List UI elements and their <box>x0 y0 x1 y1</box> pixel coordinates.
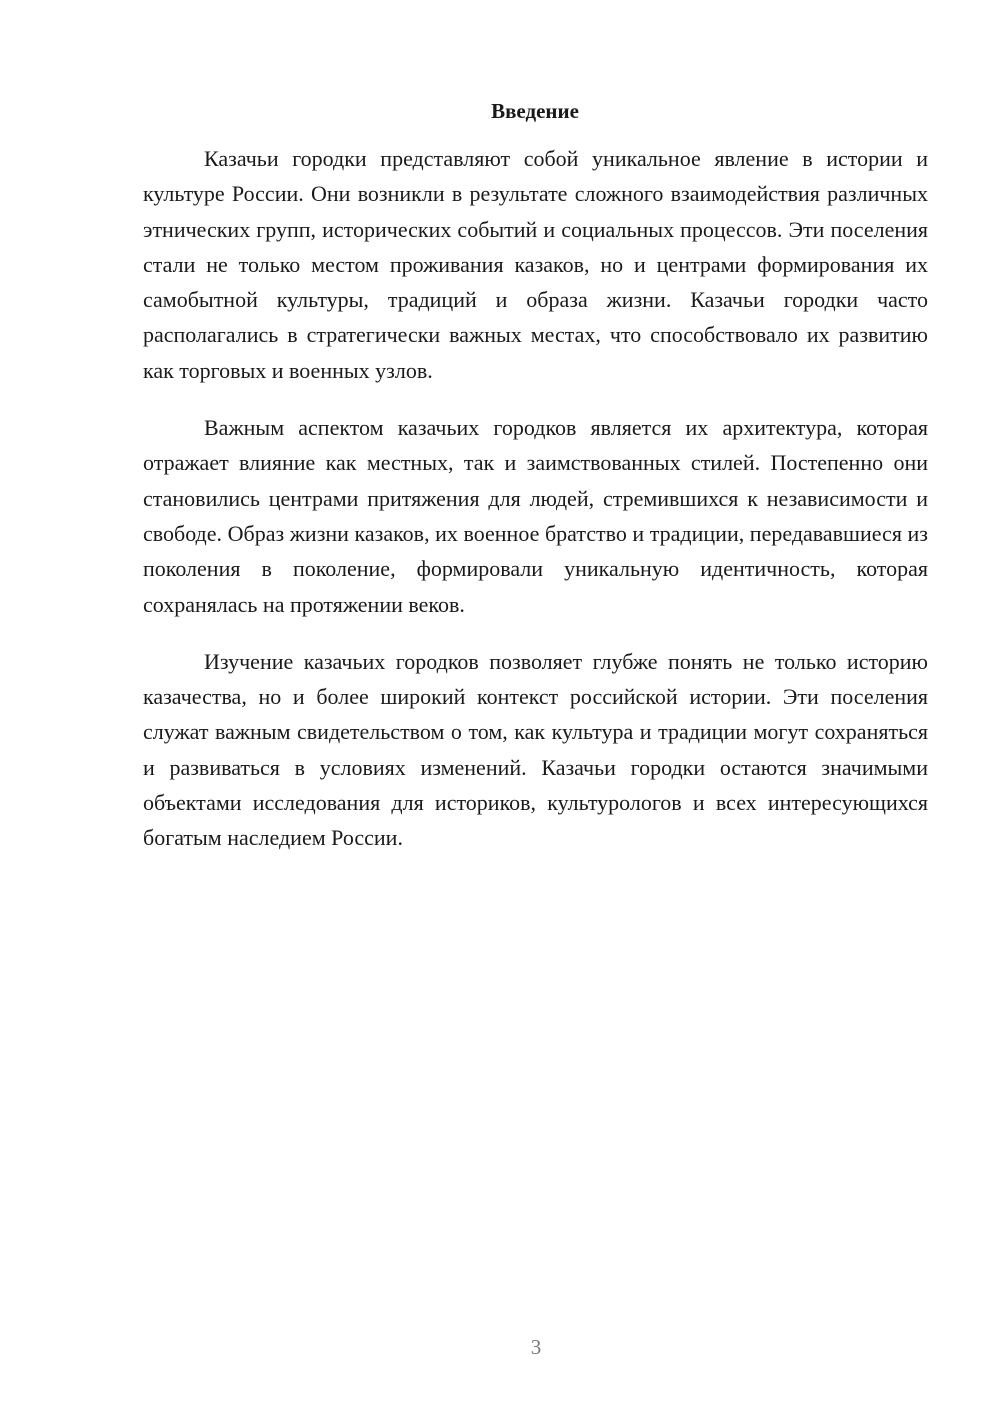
paragraph-3: Изучение казачьих городков позволяет глубже понять не только историю казачества, но и более широкий контекст российской истории. Эти поселения служат важным свидетельством о том, как культура и традиции могут сохраняться и развиваться в условиях изменений. Казачьи городки остаются значимыми объектами исследования для историков, культурологов и всех интересующихся богатым наследием России. <box>143 648 928 851</box>
section-heading: Введение <box>491 99 579 123</box>
paragraph-2: Важным аспектом казачьих городков является их архитектура, которая отражает влияние как местных, так и заимствованных стилей. Постепенно они становились центрами притяжения для людей, стремившихся к независимости и свободе. Образ жизни казаков, их военное братство и традиции, передававшиеся из поколения в поколение, формировали уникальную идентичность, которая сохранялась на протяжении веков. <box>143 415 928 617</box>
body-text <box>143 141 928 878</box>
page-number: 3 <box>530 1335 542 1359</box>
paragraph-1: Казачьи городки представляют собой уникальное явление в истории и культуре России. Они возникли в результате сложного взаимодействия различных этнических групп, исторических событий и социальных процессов. Эти поселения стали не только местом проживания казаков, но и центрами формирования их самобытной культуры, традиций и образа жизни. Казачьи городки часто располагались в стратегически важных местах, что способствовало их развитию как торговых и военных узлов. <box>143 146 928 383</box>
